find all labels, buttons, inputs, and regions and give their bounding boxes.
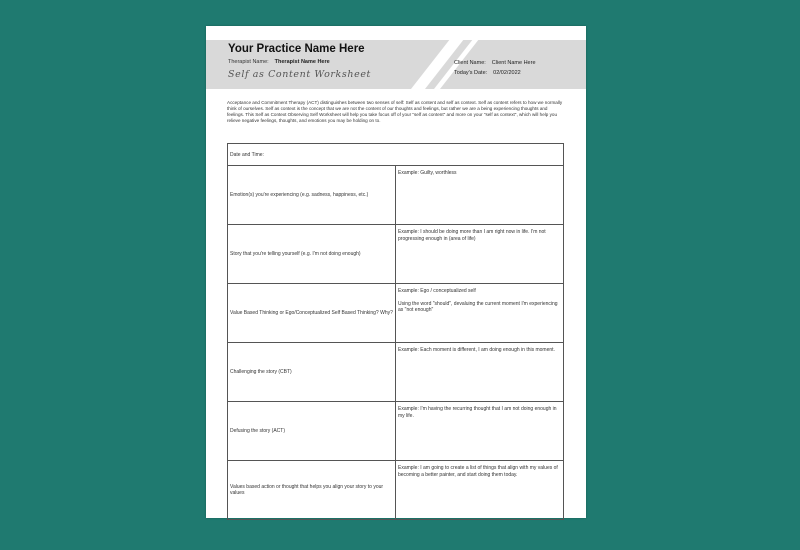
- row-label: Story that you're telling yourself (e.g. I'm not doing enough): [228, 225, 396, 284]
- table-row: [228, 461, 564, 520]
- worksheet-title: Self as Content Worksheet: [228, 69, 371, 80]
- date-field: [454, 68, 536, 78]
- row-answer-cell[interactable]: [396, 402, 564, 461]
- table-row: [228, 166, 564, 225]
- row-answer-cell[interactable]: [396, 284, 564, 343]
- row-example: Example: I'm having the recurring thought that I am not doing enough in my life.: [398, 406, 557, 419]
- practice-name: Your Practice Name Here: [228, 43, 365, 55]
- row-label: Emotion(s) you're experiencing (e.g. sadness, happiness, etc.): [228, 166, 396, 225]
- row-example: Example: Ego / conceptualized self: [398, 288, 476, 294]
- row-example: Example: I am going to create a list of things that align with my values of becoming a better painter, and start doing them today.: [398, 465, 558, 478]
- table-row: [228, 284, 564, 343]
- row-example: Example: Guilty, worthless: [398, 170, 457, 176]
- row-answer-cell[interactable]: [396, 461, 564, 520]
- row-example: Example: I should be doing more than I am right now in life. I'm not progressing enough in (area of life): [398, 229, 546, 242]
- row-example: Example: Each moment is different, I am doing enough in this moment.: [398, 347, 555, 353]
- row-answer-cell[interactable]: [396, 225, 564, 284]
- row-label: Defusing the story (ACT): [228, 402, 396, 461]
- table-row: [228, 343, 564, 402]
- row-answer-cell[interactable]: [396, 166, 564, 225]
- date-label: Today's Date:: [454, 70, 488, 76]
- row-label: Value Based Thinking or Ego/Conceptualized Self Based Thinking? Why?: [228, 284, 396, 343]
- intro-paragraph: Acceptance and Commitment Therapy (ACT) distinguishes between two senses of self: Self as content and self as context. Self as content refers to how we normally think of ourselves. Self as context is the concept that we are not the content of our thoughts and feelings, but rather we are a being experiencing thoughts and feelings. This Self as Context Observing Self Worksheet will help you take focus off of your "self as content" and more on your "self as context", which will help you relieve negative feelings, thoughts, and emotions you may be holding on to.: [227, 100, 563, 123]
- date-time-cell[interactable]: Date and Time:: [228, 144, 564, 166]
- row-answer-cell[interactable]: [396, 343, 564, 402]
- client-field: [454, 58, 536, 68]
- worksheet-page: [206, 26, 586, 518]
- row-label: Challenging the story (CBT): [228, 343, 396, 402]
- date-time-row: [228, 144, 564, 166]
- table-row: [228, 225, 564, 284]
- table-row: [228, 402, 564, 461]
- therapist-label: Therapist Name:: [228, 59, 269, 65]
- client-fields: [454, 58, 536, 78]
- client-value: Client Name Here: [491, 60, 536, 66]
- row-label: Values based action or thought that helps you align your story to your values: [228, 461, 396, 520]
- worksheet-table: [227, 143, 564, 520]
- row-example-detail: Using the word "should", devaluing the current moment I'm experiencing as "not enough": [398, 300, 558, 313]
- therapist-value: Therapist Name Here: [274, 59, 330, 65]
- therapist-field: [228, 59, 330, 65]
- client-label: Client Name:: [454, 60, 486, 66]
- date-value: 02/02/2022: [493, 70, 521, 76]
